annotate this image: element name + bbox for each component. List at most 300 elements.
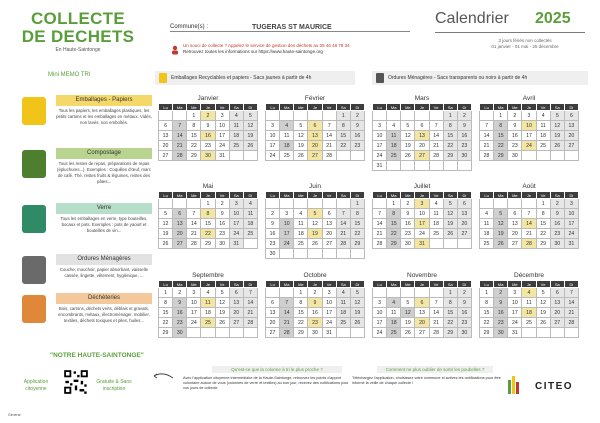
day-cell: 6: [308, 121, 322, 131]
day-cell: [350, 151, 364, 161]
day-cell: [229, 328, 243, 338]
day-cell: 29: [294, 328, 308, 338]
day-cell: 14: [373, 219, 387, 229]
month-calendar: [479, 94, 579, 161]
day-cell: 15: [480, 308, 494, 318]
day-cell: 21: [280, 318, 294, 328]
commune-underline: [170, 31, 410, 32]
month-calendar: [158, 182, 258, 249]
day-cell: 24: [373, 328, 387, 338]
day-cell: 26: [494, 239, 508, 249]
day-cell: 7: [187, 209, 201, 219]
day-cell: 20: [508, 229, 522, 239]
day-cell: 27: [457, 229, 471, 239]
day-cell: [387, 161, 401, 171]
day-cell: 18: [336, 308, 350, 318]
day-cell: [550, 151, 564, 161]
weekday-header: Lu: [480, 192, 494, 199]
month-calendar: [372, 94, 472, 171]
day-cell: 23: [215, 229, 229, 239]
day-cell: 19: [401, 318, 415, 328]
legend-recycle: [155, 71, 355, 85]
day-cell: 16: [508, 131, 522, 141]
day-cell: [536, 151, 550, 161]
day-cell: 3: [266, 121, 280, 131]
day-cell: [373, 199, 387, 209]
weekday-header: Me: [294, 281, 308, 288]
day-cell: 2: [494, 288, 508, 298]
day-cell: 10: [229, 209, 243, 219]
weekday-header: Me: [187, 192, 201, 199]
day-cell: 2: [508, 111, 522, 121]
weekday-header: Lu: [373, 192, 387, 199]
day-cell: 21: [373, 229, 387, 239]
day-cell: 23: [201, 141, 215, 151]
day-cell: 27: [415, 328, 429, 338]
month-name: Septembre: [192, 272, 224, 279]
weekday-header: Je: [522, 192, 536, 199]
day-cell: 2: [401, 199, 415, 209]
mini-memo-title: Mini MEMO TRI: [48, 72, 91, 78]
day-cell: 25: [243, 229, 257, 239]
day-cell: 4: [480, 209, 494, 219]
day-cell: 19: [550, 131, 564, 141]
weekday-header: Ve: [536, 104, 550, 111]
day-cell: 26: [215, 318, 229, 328]
day-cell: 5: [243, 111, 257, 121]
day-cell: 11: [229, 121, 243, 131]
day-cell: 3: [187, 288, 201, 298]
weekday-header: Ma: [280, 192, 294, 199]
faq-question-2: Comment ne plus oublier de sortir les poubelles ?: [377, 366, 493, 373]
day-cell: 24: [266, 151, 280, 161]
day-cell: 28: [322, 151, 336, 161]
day-cell: 26: [443, 229, 457, 239]
weekday-header: Di: [350, 192, 364, 199]
day-cell: 17: [215, 131, 229, 141]
day-cell: 2: [201, 111, 215, 121]
weekday-header: Ma: [494, 192, 508, 199]
category-label: Déchèteries: [56, 293, 152, 304]
day-cell: 4: [201, 288, 215, 298]
day-cell: 28: [373, 239, 387, 249]
weekday-header: Ma: [173, 192, 187, 199]
weekday-header: Ve: [536, 192, 550, 199]
day-cell: 18: [522, 308, 536, 318]
day-cell: 5: [215, 288, 229, 298]
day-cell: 29: [159, 328, 173, 338]
day-cell: [522, 199, 536, 209]
month-name: Avril: [522, 95, 536, 102]
day-cell: 12: [350, 298, 364, 308]
weekday-header: Je: [201, 192, 215, 199]
day-cell: 19: [294, 141, 308, 151]
day-cell: 22: [336, 141, 350, 151]
footer-label: Général: [8, 413, 21, 417]
weekday-header: Lu: [480, 281, 494, 288]
day-cell: 30: [215, 239, 229, 249]
day-cell: 15: [536, 219, 550, 229]
day-cell: 16: [401, 219, 415, 229]
weekday-header: Di: [457, 104, 471, 111]
day-cell: 6: [266, 298, 280, 308]
day-cell: 23: [508, 141, 522, 151]
qr-code-icon[interactable]: [63, 369, 89, 395]
day-cell: 13: [322, 219, 336, 229]
commune-name: TUGERAS ST MAURICE: [252, 24, 332, 31]
day-cell: 30: [508, 151, 522, 161]
day-cell: 10: [215, 121, 229, 131]
day-cell: 22: [159, 318, 173, 328]
day-cell: 22: [443, 141, 457, 151]
day-cell: [550, 328, 564, 338]
day-cell: 8: [201, 209, 215, 219]
weekday-header: Lu: [373, 281, 387, 288]
weekday-header: Lu: [480, 104, 494, 111]
day-cell: 29: [494, 151, 508, 161]
day-cell: [494, 199, 508, 209]
category-label: Verre: [56, 203, 152, 214]
logo-line-3: En Haute-Saintonge: [55, 47, 101, 53]
weekday-header: Ve: [429, 192, 443, 199]
weekday-header: Ve: [215, 104, 229, 111]
day-cell: 5: [494, 209, 508, 219]
month-name: Janvier: [197, 95, 219, 102]
day-cell: 22: [187, 141, 201, 151]
day-cell: [336, 151, 350, 161]
day-cell: 21: [480, 141, 494, 151]
day-cell: 18: [387, 141, 401, 151]
weekday-header: Di: [350, 104, 364, 111]
day-cell: [173, 111, 187, 121]
day-cell: 18: [429, 219, 443, 229]
day-cell: 19: [308, 229, 322, 239]
day-cell: 12: [443, 209, 457, 219]
weekday-header: Ma: [387, 104, 401, 111]
day-cell: 26: [350, 318, 364, 328]
day-cell: 14: [564, 298, 578, 308]
day-cell: 6: [415, 298, 429, 308]
free-label: Gratuite & Sans inscription: [96, 379, 132, 392]
day-cell: 15: [350, 219, 364, 229]
category-label: Compostage: [56, 148, 152, 159]
weekday-header: Lu: [266, 192, 280, 199]
month-grid: [158, 103, 258, 161]
day-cell: 24: [373, 151, 387, 161]
month-grid: [479, 191, 579, 249]
day-cell: 29: [443, 328, 457, 338]
commune-label: Commune(s) :: [170, 24, 209, 30]
day-cell: 16: [494, 308, 508, 318]
day-cell: 16: [550, 219, 564, 229]
day-cell: 6: [229, 288, 243, 298]
day-cell: 19: [401, 141, 415, 151]
weekday-header: Me: [401, 192, 415, 199]
day-cell: [294, 199, 308, 209]
day-cell: 31: [322, 328, 336, 338]
day-cell: 24: [187, 318, 201, 328]
day-cell: 8: [443, 121, 457, 131]
day-cell: 12: [401, 308, 415, 318]
day-cell: 13: [173, 219, 187, 229]
trash-bin-icon: [22, 256, 46, 284]
weekday-header: Je: [201, 104, 215, 111]
weekday-header: Ma: [494, 104, 508, 111]
day-cell: 9: [201, 121, 215, 131]
day-cell: [508, 199, 522, 209]
weekday-header: Ve: [322, 104, 336, 111]
day-cell: 18: [243, 219, 257, 229]
legend-household: [372, 71, 588, 85]
day-cell: [429, 161, 443, 171]
contact-website-line[interactable]: Retrouvez toutes les informations sur https://www.haute-saintonge.org: [183, 49, 323, 54]
day-cell: 1: [387, 199, 401, 209]
day-cell: [266, 199, 280, 209]
weekday-header: Ve: [322, 281, 336, 288]
weekday-header: Sa: [443, 192, 457, 199]
day-cell: 1: [350, 199, 364, 209]
day-cell: 13: [550, 298, 564, 308]
day-cell: 24: [508, 318, 522, 328]
day-cell: 5: [443, 199, 457, 209]
contact-info: [183, 43, 413, 55]
day-cell: 25: [387, 151, 401, 161]
day-cell: 14: [336, 219, 350, 229]
month-name: Juin: [309, 183, 321, 190]
waste-center-icon: [22, 295, 46, 323]
day-cell: 5: [308, 209, 322, 219]
day-cell: [308, 199, 322, 209]
day-cell: 27: [266, 328, 280, 338]
weekday-header: Sa: [550, 192, 564, 199]
day-cell: 3: [415, 199, 429, 209]
day-cell: 1: [201, 199, 215, 209]
day-cell: [243, 328, 257, 338]
weekday-header: Je: [522, 281, 536, 288]
weekday-header: Di: [243, 281, 257, 288]
day-cell: 10: [187, 298, 201, 308]
day-cell: 4: [536, 111, 550, 121]
weekday-header: Je: [308, 192, 322, 199]
day-cell: 17: [415, 219, 429, 229]
day-cell: 13: [266, 308, 280, 318]
day-cell: 6: [550, 288, 564, 298]
day-cell: 28: [522, 239, 536, 249]
day-cell: 25: [387, 328, 401, 338]
day-cell: 5: [350, 288, 364, 298]
day-cell: 7: [429, 298, 443, 308]
month-grid: [372, 280, 472, 338]
weekday-header: Lu: [266, 281, 280, 288]
category-description: Couche, mouchoir, papier absorbant, vaisselle cassée, lingette, vêtement, hygiénique, ...: [59, 267, 149, 278]
day-cell: 11: [429, 209, 443, 219]
day-cell: 3: [280, 209, 294, 219]
day-cell: [480, 199, 494, 209]
day-cell: 6: [322, 209, 336, 219]
weekday-header: Di: [350, 281, 364, 288]
day-cell: [159, 111, 173, 121]
day-cell: 20: [415, 141, 429, 151]
day-cell: 13: [564, 121, 578, 131]
day-cell: 20: [322, 229, 336, 239]
month-calendar: [479, 182, 579, 249]
category-description: Tous les papiers, les emballages plastiques, les petits cartons et les emballages en métaux. Vidés, non lavés, non emboîtés.: [56, 108, 152, 125]
day-cell: 1: [187, 111, 201, 121]
day-cell: 22: [536, 229, 550, 239]
day-cell: 2: [457, 288, 471, 298]
day-cell: 1: [443, 288, 457, 298]
weekday-header: Di: [564, 104, 578, 111]
day-cell: 19: [494, 229, 508, 239]
day-cell: 20: [229, 308, 243, 318]
weekday-header: Me: [187, 281, 201, 288]
month-grid: [265, 191, 365, 259]
day-cell: 24: [280, 239, 294, 249]
day-cell: 12: [308, 219, 322, 229]
day-cell: 13: [229, 298, 243, 308]
day-cell: 11: [522, 298, 536, 308]
day-cell: 30: [173, 328, 187, 338]
day-cell: [294, 249, 308, 259]
day-cell: 9: [173, 298, 187, 308]
day-cell: 14: [429, 131, 443, 141]
day-cell: 4: [229, 111, 243, 121]
month-calendar: [372, 271, 472, 338]
day-cell: 25: [480, 239, 494, 249]
day-cell: [322, 111, 336, 121]
day-cell: 1: [159, 288, 173, 298]
day-cell: 19: [350, 308, 364, 318]
day-cell: 31: [373, 161, 387, 171]
day-cell: 20: [550, 308, 564, 318]
day-cell: [308, 249, 322, 259]
day-cell: 12: [294, 131, 308, 141]
day-cell: 22: [494, 141, 508, 151]
day-cell: 23: [266, 239, 280, 249]
day-cell: 19: [215, 308, 229, 318]
day-cell: 4: [429, 199, 443, 209]
day-cell: 14: [187, 219, 201, 229]
day-cell: 15: [443, 308, 457, 318]
month-name: Août: [522, 183, 536, 190]
day-cell: 25: [201, 318, 215, 328]
day-cell: 16: [457, 308, 471, 318]
weekday-header: Sa: [443, 281, 457, 288]
day-cell: 31: [215, 151, 229, 161]
day-cell: 27: [173, 239, 187, 249]
legend-recycle-label: Emballages Recyclables et papiers - Sacs jaunes à partir de 4h: [171, 75, 312, 81]
day-cell: 19: [159, 229, 173, 239]
day-cell: 6: [508, 209, 522, 219]
day-cell: 14: [522, 219, 536, 229]
day-cell: [336, 328, 350, 338]
day-cell: 25: [294, 239, 308, 249]
faq-answer-2: Téléchargez l'application, choisissez votre commune et activez les notifications pour être informé la veille de chaque collecte !: [352, 376, 501, 385]
weekday-header: Sa: [229, 104, 243, 111]
day-cell: 4: [280, 121, 294, 131]
day-cell: 23: [494, 318, 508, 328]
day-cell: 26: [243, 141, 257, 151]
day-cell: 5: [159, 209, 173, 219]
day-cell: 31: [415, 239, 429, 249]
day-cell: 23: [350, 141, 364, 151]
day-cell: 10: [373, 131, 387, 141]
app-label: Application citoyenne: [23, 379, 49, 392]
month-name: Février: [304, 95, 326, 102]
month-calendar: [265, 94, 365, 161]
day-cell: 7: [280, 298, 294, 308]
day-cell: 9: [457, 298, 471, 308]
day-cell: 4: [294, 209, 308, 219]
day-cell: 23: [173, 318, 187, 328]
day-cell: 15: [159, 308, 173, 318]
day-cell: 4: [387, 298, 401, 308]
day-cell: 26: [401, 151, 415, 161]
day-cell: 14: [429, 308, 443, 318]
month-name: Décembre: [514, 272, 544, 279]
month-calendar: [158, 94, 258, 161]
day-cell: 1: [336, 111, 350, 121]
weekday-header: Sa: [336, 192, 350, 199]
day-cell: 28: [564, 318, 578, 328]
day-cell: 29: [387, 239, 401, 249]
day-cell: 17: [373, 318, 387, 328]
holidays-dates: 01 janvier - 01 mai - 25 décembre: [491, 44, 559, 49]
day-cell: 4: [387, 121, 401, 131]
day-cell: 7: [243, 288, 257, 298]
day-cell: 28: [336, 239, 350, 249]
weekday-header: Me: [401, 104, 415, 111]
month-grid: [479, 103, 579, 161]
day-cell: [401, 288, 415, 298]
day-cell: 21: [187, 229, 201, 239]
sorting-figure-icon: [506, 372, 522, 396]
day-cell: [522, 328, 536, 338]
day-cell: [280, 199, 294, 209]
day-cell: 8: [443, 298, 457, 308]
day-cell: 27: [308, 151, 322, 161]
day-cell: 10: [415, 209, 429, 219]
day-cell: 27: [159, 151, 173, 161]
day-cell: 2: [266, 209, 280, 219]
weekday-header: Sa: [443, 104, 457, 111]
day-cell: [415, 161, 429, 171]
day-cell: 25: [536, 141, 550, 151]
weekday-header: Me: [508, 281, 522, 288]
day-cell: 17: [280, 229, 294, 239]
day-cell: 5: [401, 298, 415, 308]
day-cell: 24: [415, 229, 429, 239]
day-cell: [536, 328, 550, 338]
day-cell: 18: [201, 308, 215, 318]
day-cell: 2: [173, 288, 187, 298]
day-cell: 2: [215, 199, 229, 209]
day-cell: [173, 199, 187, 209]
day-cell: 28: [429, 328, 443, 338]
day-cell: 27: [229, 318, 243, 328]
curved-arrow-icon: [151, 372, 175, 380]
day-cell: 20: [308, 141, 322, 151]
logo-line-2: DE DECHETS: [21, 27, 135, 46]
day-cell: 18: [480, 229, 494, 239]
day-cell: 16: [457, 131, 471, 141]
day-cell: 28: [187, 239, 201, 249]
day-cell: [294, 111, 308, 121]
category-description: Bois, cartons, déchets verts, déblais et gravats, encombrants, métaux, électroménager, mobilier, textiles, déchets toxiques et piles, huiles...: [58, 306, 150, 323]
day-cell: 17: [373, 141, 387, 151]
day-cell: 1: [294, 288, 308, 298]
weekday-header: Je: [415, 192, 429, 199]
